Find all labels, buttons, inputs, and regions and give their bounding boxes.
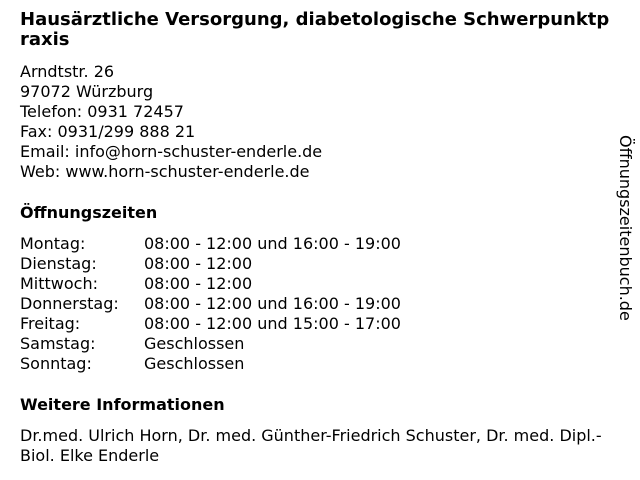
hours-row-friday	[20, 314, 610, 334]
site-watermark: Öffnungszeitenbuch.de	[616, 135, 635, 321]
further-info-heading: Weitere Informationen	[20, 395, 225, 414]
hours-day: Montag:	[20, 234, 86, 253]
opening-hours-heading: Öffnungszeiten	[20, 203, 158, 222]
practice-title: Hausärztliche Versorgung, diabetologische Schwerpunktpraxis	[20, 9, 610, 50]
further-info-text: Dr.med. Ulrich Horn, Dr. med. Günther-Friedrich Schuster, Dr. med. Dipl.-Biol. Elke Enderle	[20, 426, 602, 465]
fax-line: Fax: 0931/299 888 21	[20, 122, 196, 141]
hours-row-wednesday	[20, 274, 610, 294]
hours-day: Freitag:	[20, 314, 81, 333]
hours-day: Samstag:	[20, 334, 96, 353]
email-line: Email: info@horn-schuster-enderle.de	[20, 142, 323, 161]
hours-row-sunday	[20, 354, 610, 374]
hours-day: Donnerstag:	[20, 294, 119, 313]
hours-row-saturday	[20, 334, 610, 354]
hours-row-monday	[20, 234, 610, 254]
hours-time: 08:00 - 12:00 und 16:00 - 19:00	[144, 294, 401, 313]
web-line: Web: www.horn-schuster-enderle.de	[20, 162, 310, 181]
hours-row-tuesday	[20, 254, 610, 274]
practice-card	[20, 10, 610, 466]
hours-time: 08:00 - 12:00 und 16:00 - 19:00	[144, 234, 401, 253]
street-address: Arndtstr. 26	[20, 62, 115, 81]
hours-day: Mittwoch:	[20, 274, 98, 293]
hours-time: 08:00 - 12:00 und 15:00 - 17:00	[144, 314, 401, 333]
hours-day: Sonntag:	[20, 354, 92, 373]
opening-hours-table	[20, 234, 610, 374]
hours-day: Dienstag:	[20, 254, 97, 273]
hours-row-thursday	[20, 294, 610, 314]
hours-time: 08:00 - 12:00	[144, 274, 253, 293]
phone-line: Telefon: 0931 72457	[20, 102, 184, 121]
hours-time: Geschlossen	[144, 354, 245, 373]
hours-time: Geschlossen	[144, 334, 245, 353]
city-address: 97072 Würzburg	[20, 82, 154, 101]
contact-block	[20, 62, 610, 182]
hours-time: 08:00 - 12:00	[144, 254, 253, 273]
